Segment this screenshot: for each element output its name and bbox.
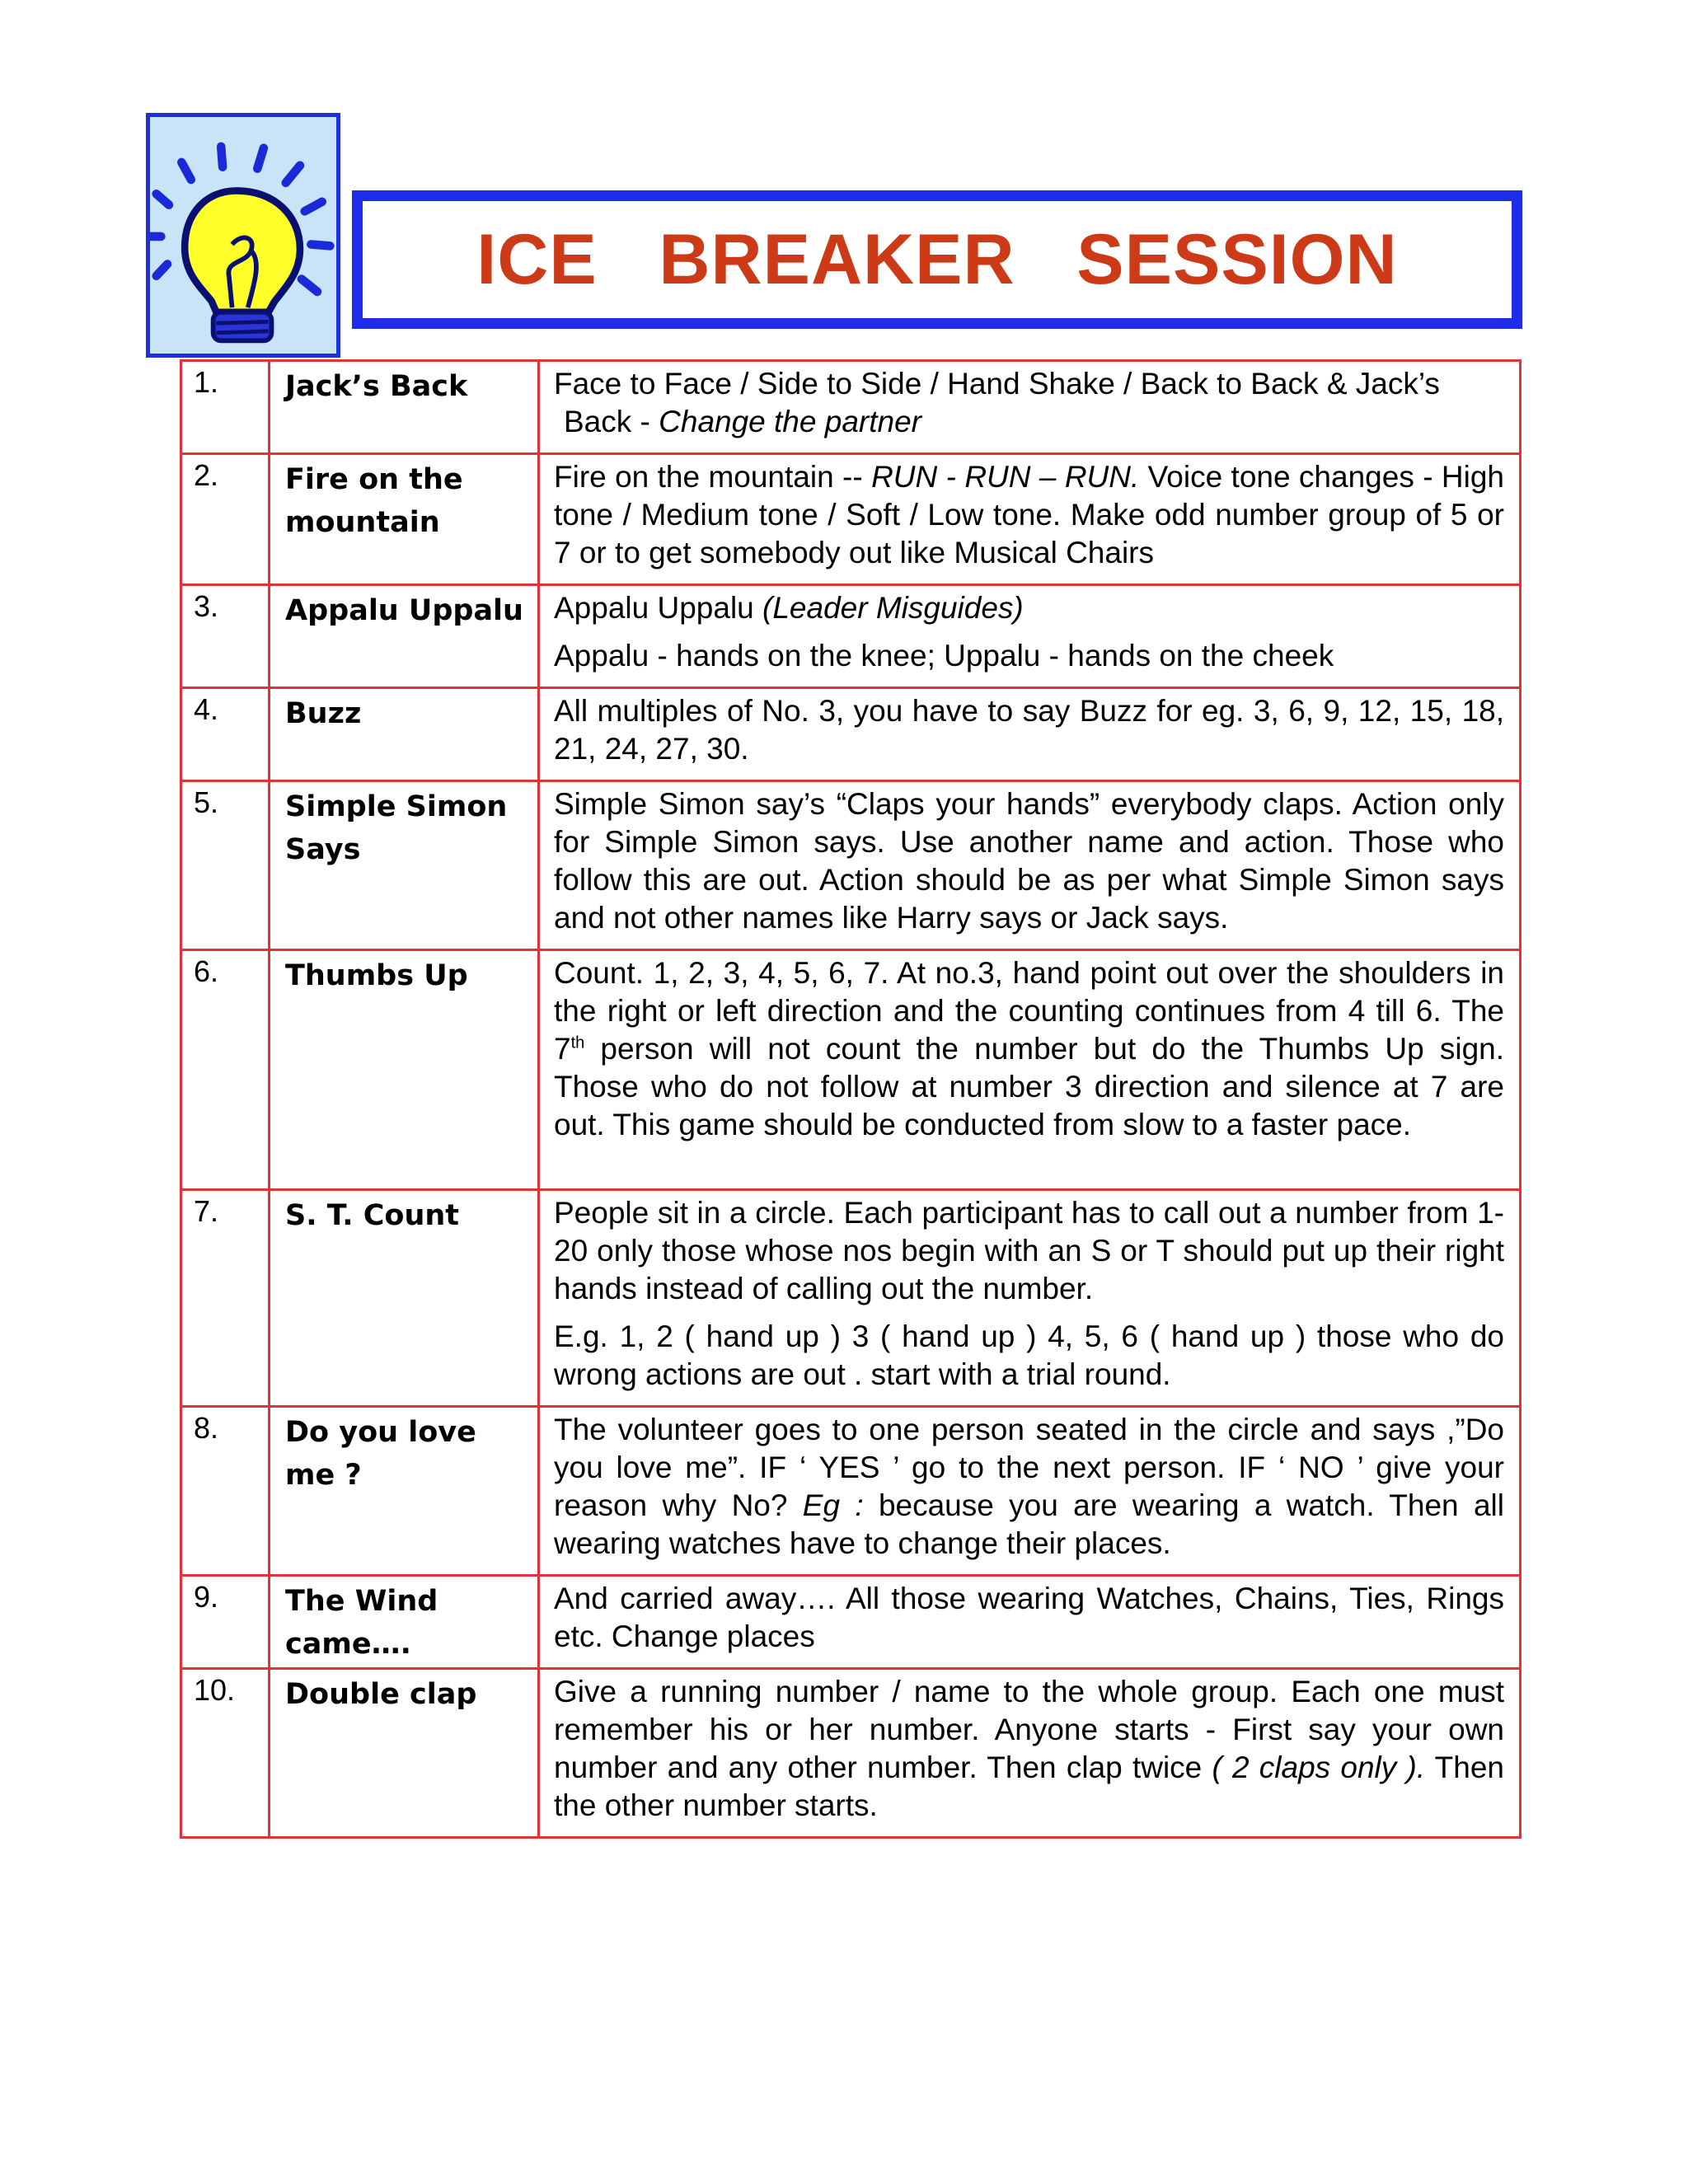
row-number: 9.: [181, 1576, 270, 1669]
logo: [146, 113, 340, 358]
game-description: And carried away…. All those wearing Watches, Chains, Ties, Rings etc. Change places: [539, 1576, 1521, 1669]
game-description: Count. 1, 2, 3, 4, 5, 6, 7. At no.3, hand point out over the shoulders in the right or left direction and the counting continues from 4 till 6. The 7th person will not count the number but do the Thumbs Up sign. Those who do not follow at number 3 direction and silence at 7 are out. This game should be conducted from slow to a faster pace.: [539, 950, 1521, 1190]
row-number: 6.: [181, 950, 270, 1190]
table-row: [181, 1669, 1521, 1838]
table-row: [181, 1190, 1521, 1407]
game-name: Simple Simon Says: [270, 781, 539, 950]
table-row: [181, 585, 1521, 688]
table-row: [181, 454, 1521, 585]
game-description: The volunteer goes to one person seated in the circle and says ,”Do you love me”. IF ‘ YES ’ go to the next person. IF ‘ NO ’ give your reason why No? Eg : because you are wearing a watch. Then all wearing watches have to change their places.: [539, 1407, 1521, 1576]
game-name: Thumbs Up: [270, 950, 539, 1190]
game-description: Fire on the mountain -- RUN - RUN – RUN. Voice tone changes - High tone / Medium tone / Soft / Low tone. Make odd number group of 5 or 7 or to get somebody out like Musical Chairs: [539, 454, 1521, 585]
game-name: Buzz: [270, 688, 539, 781]
game-name: S. T. Count: [270, 1190, 539, 1407]
game-description: All multiples of No. 3, you have to say Buzz for eg. 3, 6, 9, 12, 15, 18, 21, 24, 27, 30.: [539, 688, 1521, 781]
row-number: 4.: [181, 688, 270, 781]
game-name: Fire on the mountain: [270, 454, 539, 585]
table-row: [181, 781, 1521, 950]
game-description: Face to Face / Side to Side / Hand Shake / Back to Back & Jack’s Back - Change the partner: [539, 361, 1521, 454]
row-number: 3.: [181, 585, 270, 688]
table-row: [181, 1576, 1521, 1669]
game-description: Simple Simon say’s “Claps your hands” everybody claps. Action only for Simple Simon says. Use another name and action. Those who follow this are out. Action should be as per what Simple Simon says and not other names like Harry says or Jack says.: [539, 781, 1521, 950]
game-description: Give a running number / name to the whole group. Each one must remember his or her number. Anyone starts - First say your own number and any other number. Then clap twice ( 2 claps only ). Then the other number starts.: [539, 1669, 1521, 1838]
title-box: [352, 190, 1522, 329]
row-number: 8.: [181, 1407, 270, 1576]
page-title: ICE BREAKER SESSION: [476, 219, 1398, 299]
row-number: 5.: [181, 781, 270, 950]
table-row: [181, 688, 1521, 781]
games-table: [180, 359, 1522, 1839]
table-row: [181, 1407, 1521, 1576]
row-number: 7.: [181, 1190, 270, 1407]
game-name: Jack’s Back: [270, 361, 539, 454]
game-name: Double clap: [270, 1669, 539, 1838]
light-bulb-icon: [150, 117, 336, 354]
game-name: Do you love me ?: [270, 1407, 539, 1576]
game-description: Appalu Uppalu (Leader Misguides) Appalu - hands on the knee; Uppalu - hands on the cheek: [539, 585, 1521, 688]
game-description: People sit in a circle. Each participant has to call out a number from 1-20 only those whose nos begin with an S or T should put up their right hands instead of calling out the number. E.g. 1, 2 ( hand up ) 3 ( hand up ) 4, 5, 6 ( hand up ) those who do wrong actions are out . start with a trial round.: [539, 1190, 1521, 1407]
row-number: 2.: [181, 454, 270, 585]
table-row: [181, 361, 1521, 454]
table-row: [181, 950, 1521, 1190]
game-name: Appalu Uppalu: [270, 585, 539, 688]
game-name: The Wind came….: [270, 1576, 539, 1669]
row-number: 10.: [181, 1669, 270, 1838]
row-number: 1.: [181, 361, 270, 454]
